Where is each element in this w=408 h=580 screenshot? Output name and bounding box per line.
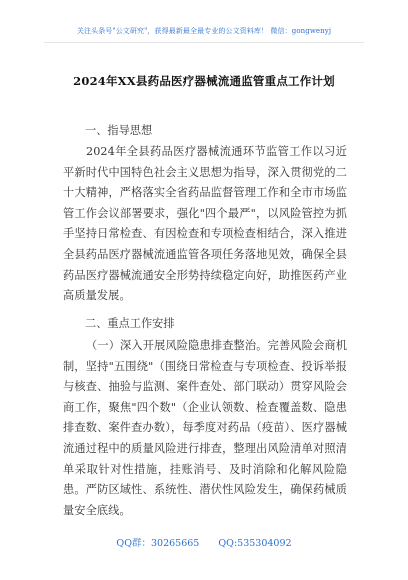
section-heading-key-work: 二、重点工作安排 [85,317,175,330]
header-divider [44,42,364,43]
footer-contact [0,535,408,549]
section-heading-guiding-ideology: 一、指导思想 [85,124,153,137]
footer-qq-number: QQ:535304092 [218,538,292,549]
document-title: 2024年XX县药品医疗器械流通监管重点工作计划 [73,74,335,88]
section-body-guiding-ideology: 2024年全县药品医疗器械流通环节监管工作以习近平新时代中国特色社会主义思想为指导，深入贯彻党的二十大精神，严格落实全省药品监督管理工作和全市市场监管工作会议部署要求，强化"四个最严"，以风险管控为抓手坚持日常检查、有因检查和专项检查相结合，深入推进全县药品医疗器械流通监管各项任务落地见效，确保全县药品医疗器械流通安全形势持续稳定向好，助推医药产业高质量发展。 [63,145,347,303]
section-body-key-work: （一）深入开展风险隐患排查整治。完善风险会商机制，坚持"五围绕"（围绕日常检查与专项检查、投诉举报与核查、抽验与监测、案件查处、部门联动）贯穿风险会商工作，聚焦"四个数"（企业认领数、检查覆盖数、隐患排查数、案件查办数），每季度对药品（疫苗）、医疗器械流通过程中的质量风险进行排查，整理出风险清单对照清单采取针对性措施，挂账消号、及时消除和化解风险隐患。严防区域性、系统性、潜伏性风险发生，确保药械质量安全底线。 [63,339,347,517]
footer-qq-group: QQ群：30265665 [116,538,200,549]
header-promo-note: 关注头条号"公文研究"，获得最新最全最专业的公文资料库！ 微信：gongwenyj [76,27,332,35]
